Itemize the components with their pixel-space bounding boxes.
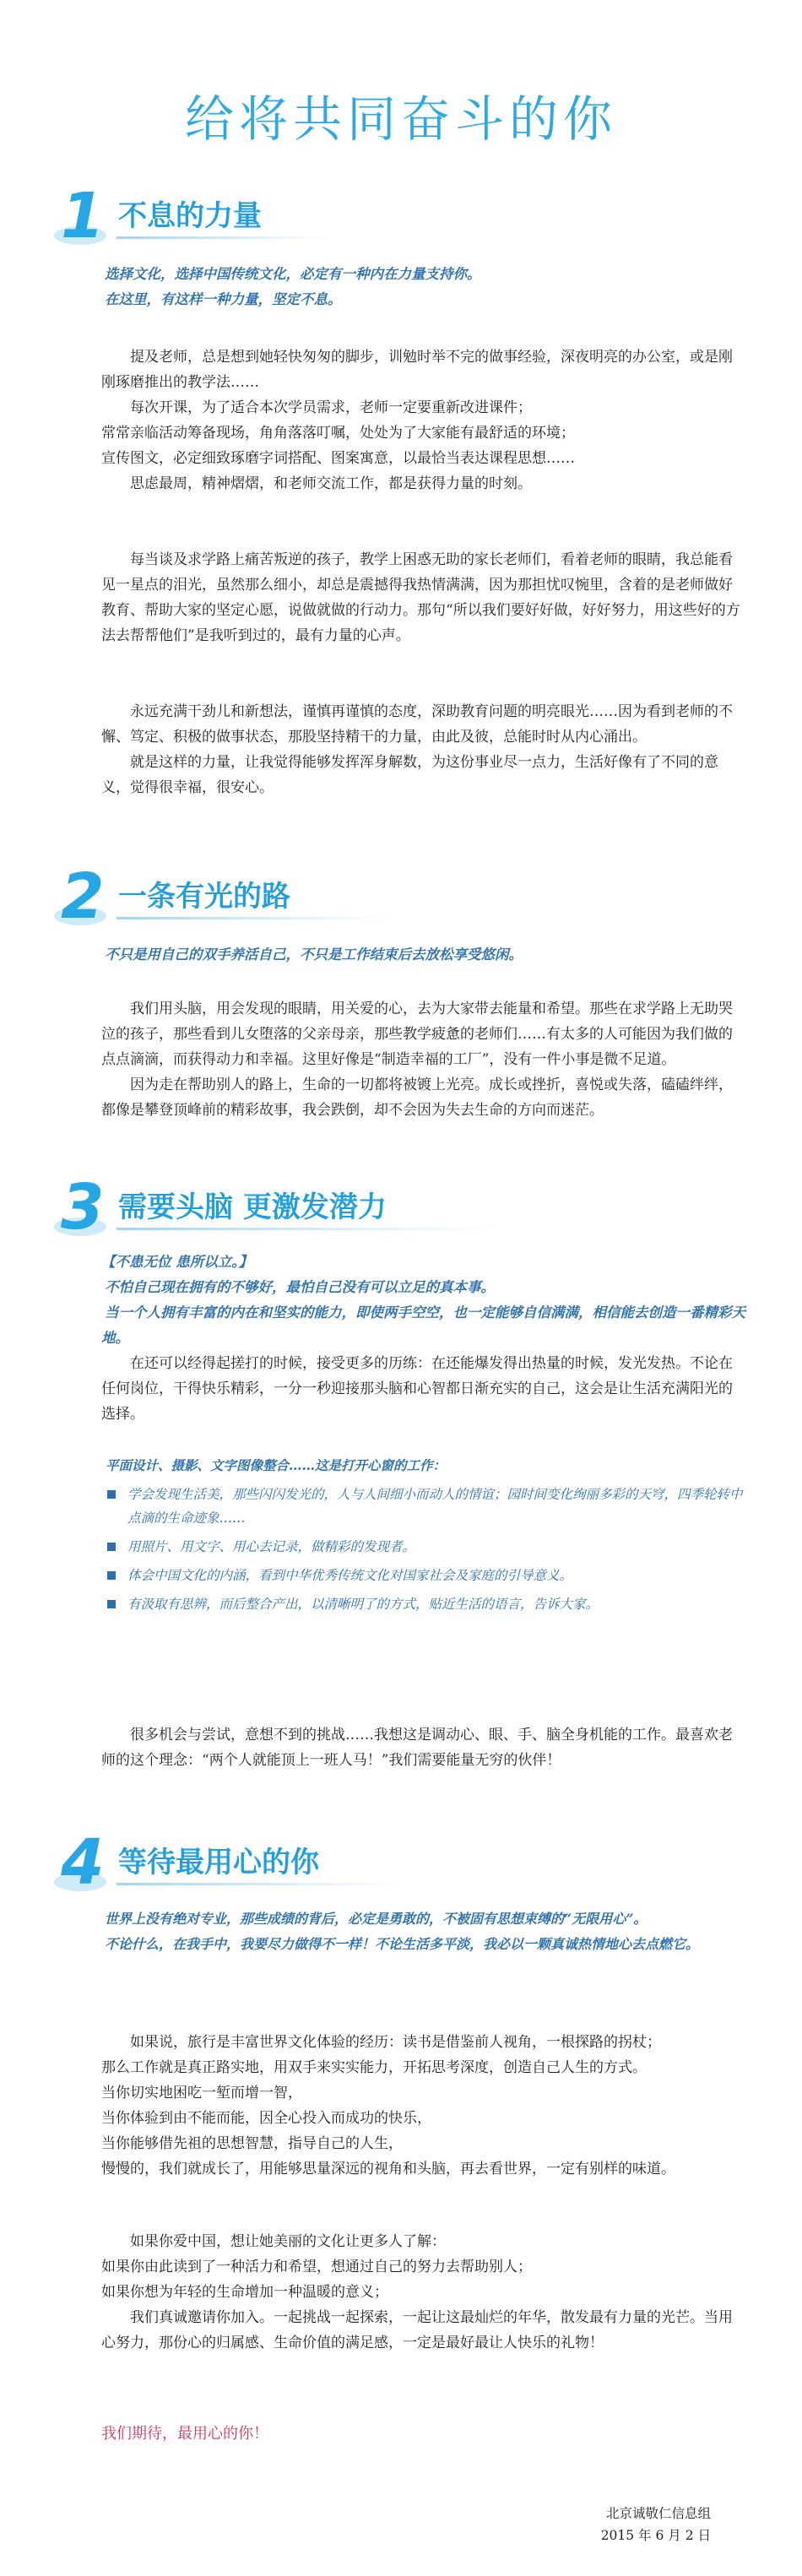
lead-line: 世界上没有绝对专业，那些成绩的背后，必定是勇敢的，不被固有思想束缚的“无限用心”。 xyxy=(105,1911,648,1927)
paragraph: 当你切实地困吃一堑而增一智， xyxy=(101,2085,302,2101)
section-underline xyxy=(117,236,336,239)
section-underline xyxy=(117,917,395,919)
paragraph: 提及老师，总是想到她轻快匆匆的脚步，训勉时举不完的做事经验，深夜明亮的办公室，或是刚刚琢磨推出的教学法…… xyxy=(101,349,733,391)
paragraph: 思虑最周，精神熠熠，和老师交流工作，都是获得力量的时刻。 xyxy=(130,475,532,492)
signature-date: 2015 年 6 月 2 日 xyxy=(600,2528,711,2543)
paragraph: 那么工作就是真正路实地，用双手来实实能力，开拓思考深度，创造自己人生的方式。 xyxy=(101,2059,647,2076)
list-item xyxy=(106,1564,747,1587)
section-3-body-2 xyxy=(101,1722,743,1773)
section-2-lead xyxy=(105,942,523,968)
section-1-lead xyxy=(105,262,481,312)
section-1-body xyxy=(101,344,743,496)
paragraph: 就是这样的力量，让我觉得能够发挥浑身解数，为这份事业尽一点力，生活好像有了不同的意义，觉得很幸福，很安心。 xyxy=(101,754,718,796)
section-number: 3 xyxy=(61,1171,105,1244)
paragraph: 每当谈及求学路上痛苦叛逆的孩子，教学上困惑无助的家长老师们，看着老师的眼睛，我总能看见一星点的泪光，虽然那么细小，却总是震撼得我热情满满，因为那担忧叹惋里，含着的是老师做好教育、帮助大家的坚定心愿，说做就做的行动力。那句“所以我们要好好做，好好努力，用这些好的方法去帮帮他们”是我听到过的，最有力量的心声。 xyxy=(101,551,740,644)
section-title: 不息的力量 xyxy=(118,199,262,233)
signature-org: 北京诚敬仁信息组 xyxy=(605,2506,711,2521)
section-3-bullet-list xyxy=(106,1454,747,1616)
section-3-lead xyxy=(101,1250,747,1351)
paragraph: 很多机会与尝试，意想不到的挑战……我想这是调动心、眼、手、脑全身机能的工作。最喜欢老师的这个理念：“两个人就能顶上一班人马！”我们需要能量无穷的伙伴！ xyxy=(101,1727,733,1769)
lead-line: 不论什么，在我手中，我要尽力做得不一样！不论生活多平淡，我必以一颗真诚热情地心去点燃它。 xyxy=(105,1936,700,1952)
list-item-text: 用照片、用文字、用心去记录，做精彩的发现者。 xyxy=(127,1539,416,1554)
paragraph: 永远充满干劲儿和新想法，谨慎再谨慎的态度，深助教育问题的明亮眼光……因为看到老师的不懈、笃定、积极的做事状态，那股坚持精干的力量，由此及彼，总能时时从内心涌出。 xyxy=(101,703,733,746)
section-underline xyxy=(117,1883,412,1885)
paragraph: 慢慢的，我们就成长了，用能够思量深远的视角和头脑，再去看世界，一定有别样的味道。 xyxy=(101,2161,675,2177)
section-title: 需要头脑 更激发潜力 xyxy=(118,1190,387,1224)
section-number: 4 xyxy=(61,1826,105,1899)
paragraph: 在还可以经得起搓打的时候，接受更多的历练：在还能爆发得出热量的时候，发光发热。不论在任何岗位，干得快乐精彩，一分一秒迎接那头脑和心智都日渐充实的自己，这会是让生活充满阳光的选择。 xyxy=(101,1355,733,1423)
section-number: 1 xyxy=(61,180,105,252)
lead-line: 【不患无位 患所以立。】 xyxy=(101,1254,252,1270)
section-number: 2 xyxy=(61,860,105,933)
section-1-body-3 xyxy=(101,699,743,800)
paragraph: 每次开课，为了适合本次学员需求，老师一定要重新改进课件； xyxy=(130,399,532,416)
lead-line: 不怕自己现在拥有的不够好，最怕自己没有可以立足的真本事。 xyxy=(105,1279,495,1295)
section-1-body-2 xyxy=(101,547,743,648)
list-item xyxy=(106,1592,747,1616)
lead-line: 在这里，有这样一种力量，坚定不息。 xyxy=(105,291,342,307)
list-item-text: 体会中国文化的内涵，看到中华优秀传统文化对国家社会及家庭的引导意义。 xyxy=(127,1568,573,1583)
bullet-square-icon xyxy=(107,1571,116,1580)
lead-line: 不只是用自己的双手养活自己，不只是工作结束后去放松享受悠闲。 xyxy=(105,946,523,963)
paragraph: 宣传图文，必定细致琢磨字词搭配、图案寓意，以最恰当表达课程思想…… xyxy=(101,450,575,467)
section-2-body xyxy=(101,996,743,1123)
bullet-square-icon xyxy=(107,1543,116,1551)
paragraph: 我们用头脑，用会发现的眼睛，用关爱的心，去为大家带去能量和希望。那些在求学路上无助哭泣的孩子，那些看到儿女堕落的父亲母亲，那些教学疲惫的老师们……有太多的人可能因为我们做的点点滴滴，而获得动力和幸福。这里好像是“制造幸福的工厂”，没有一件小事是微不足道。 xyxy=(101,1001,733,1068)
lead-line: 选择文化，选择中国传统文化，必定有一种内在力量支持你。 xyxy=(105,266,481,282)
section-title: 一条有光的路 xyxy=(118,880,290,914)
paragraph: 当你能够借先祖的思想智慧，指导自己的人生， xyxy=(101,2135,403,2152)
bullet-list-heading: 平面设计、摄影、文字图像整合……这是打开心窗的工作： xyxy=(106,1457,447,1473)
page-title: 给将共同奋斗的你 xyxy=(184,90,617,148)
section-title: 等待最用心的你 xyxy=(118,1846,319,1879)
list-item-text: 学会发现生活美，那些闪闪发光的，人与人间细小而动人的情谊；园时间变化绚丽多彩的天穹，四季轮转中点滴的生命迹象…… xyxy=(127,1487,743,1526)
bullet-square-icon xyxy=(107,1600,116,1608)
paragraph: 如果你想为年轻的生命增加一种温暖的意义； xyxy=(101,2284,388,2301)
section-4-body-2 xyxy=(101,2229,743,2356)
paragraph: 当你体验到由不能而能，因全心投入而成功的快乐， xyxy=(101,2110,431,2127)
list-item xyxy=(106,1483,747,1530)
paragraph: 如果说，旅行是丰富世界文化体验的经历：读书是借鉴前人视角，一根探路的拐杖； xyxy=(130,2034,661,2051)
section-4-body xyxy=(101,2030,743,2182)
paragraph: 因为走在帮助别人的路上，生命的一切都将被镀上光亮。成长或挫折，喜悦或失落，磕磕绊绊，都像是攀登顶峰前的精彩故事，我会跌倒，却不会因为失去生命的方向而迷茫。 xyxy=(101,1076,733,1119)
section-3-body xyxy=(101,1351,743,1427)
paragraph: 如果你由此读到了一种活力和希望，想通过自己的努力去帮助别人； xyxy=(101,2259,532,2275)
signature xyxy=(601,2503,711,2546)
paragraph: 我们真诚邀请你加入。一起挑战一起探索，一起让这最灿烂的年华，散发最有力量的光芒。当用心努力，那份心的归属感、生命价值的满足感，一定是最好最让人快乐的礼物！ xyxy=(101,2309,733,2351)
list-item-text: 有汲取有思辨，而后整合产出，以清晰明了的方式，贴近生活的语言，告诉大家。 xyxy=(127,1597,599,1612)
lead-line: 当一个人拥有丰富的内在和坚实的能力，即使两手空空，也一定能够自信满满，相信能去创造一番精彩天地。 xyxy=(101,1304,745,1346)
section-4-lead xyxy=(101,1906,747,1957)
list-item xyxy=(106,1535,747,1559)
section-underline xyxy=(117,1228,505,1230)
paragraph: 常常亲临活动筹备现场，角角落落叮嘱，处处为了大家能有最舒适的环境； xyxy=(101,425,575,442)
closing-line: 我们期待，最用心的你！ xyxy=(101,2425,268,2443)
bullet-square-icon xyxy=(107,1490,116,1499)
paragraph: 如果你爱中国，想让她美丽的文化让更多人了解： xyxy=(130,2233,446,2250)
